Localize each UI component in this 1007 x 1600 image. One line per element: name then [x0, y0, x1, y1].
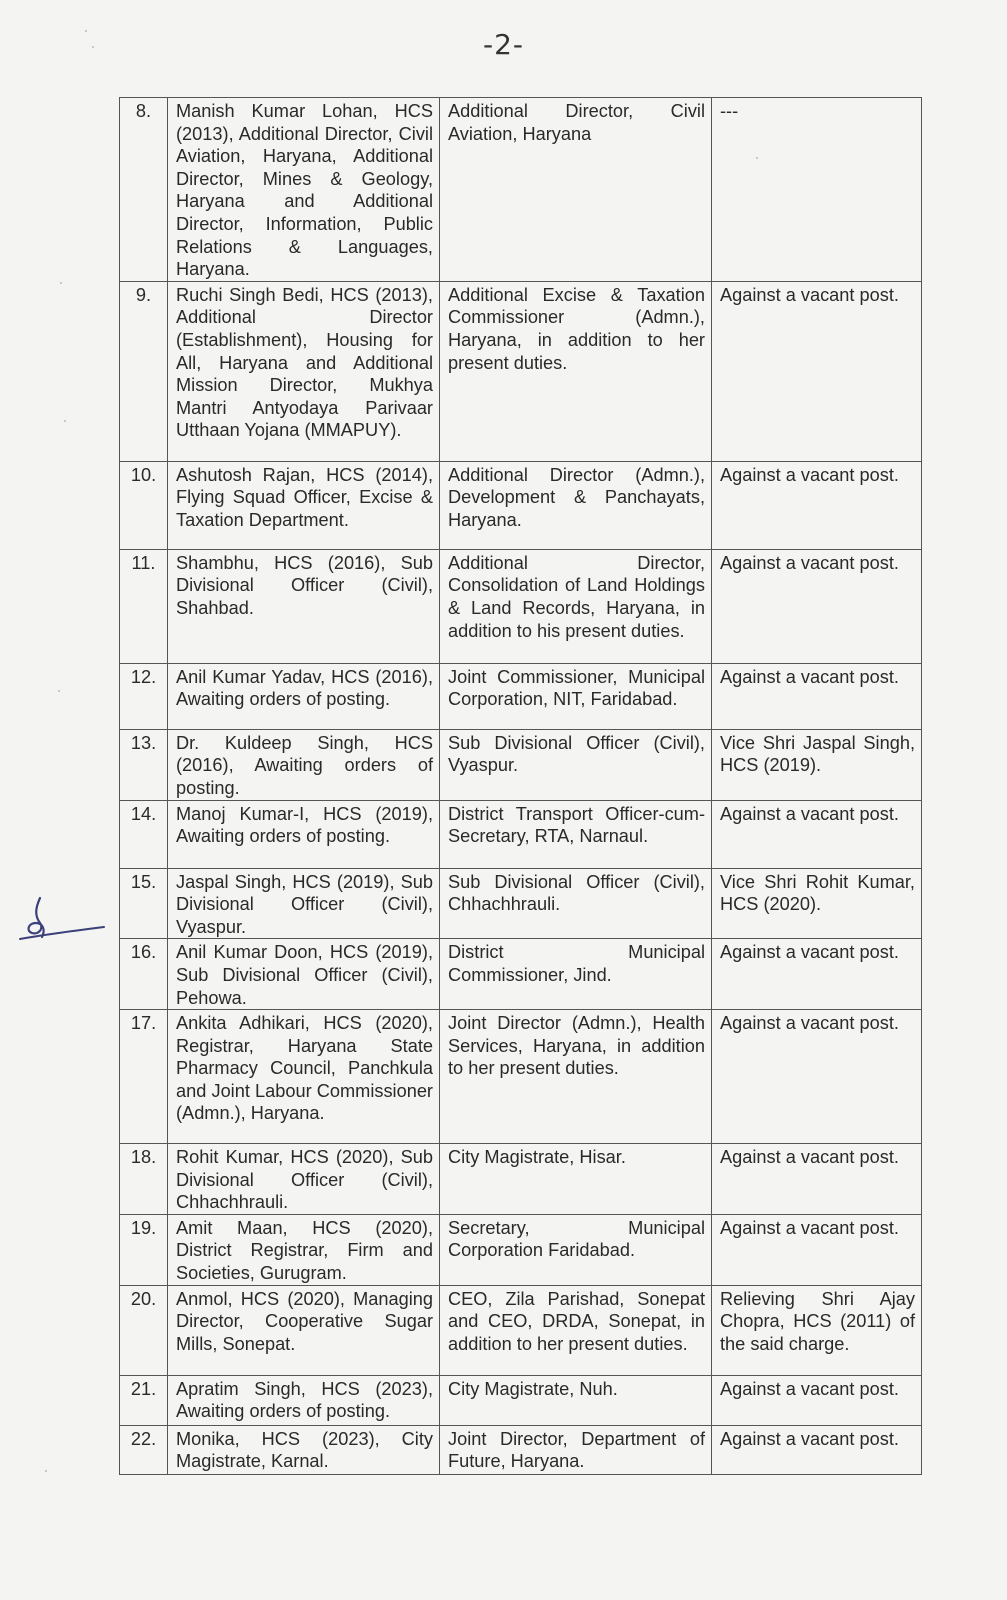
scan-speck: [85, 30, 87, 32]
remarks-cell: Against a vacant post.: [712, 663, 922, 729]
table-row: [120, 800, 922, 868]
remarks-cell: ---: [712, 98, 922, 282]
serial-number-cell: 21.: [120, 1375, 168, 1425]
officer-details-cell: Anil Kumar Doon, HCS (2019), Sub Divisional Officer (Civil), Pehowa.: [168, 939, 440, 1010]
scan-speck: [756, 157, 758, 159]
officer-details-cell: Jaspal Singh, HCS (2019), Sub Divisional Officer (Civil), Vyaspur.: [168, 868, 440, 939]
remarks-cell: Against a vacant post.: [712, 1010, 922, 1144]
officer-details-cell: Amit Maan, HCS (2020), District Registrar, Firm and Societies, Gurugram.: [168, 1214, 440, 1285]
table-row: [120, 868, 922, 939]
table-row: [120, 1214, 922, 1285]
serial-number-cell: 14.: [120, 800, 168, 868]
initials-mark: [12, 893, 112, 953]
serial-number-cell: 10.: [120, 461, 168, 549]
officer-details-cell: Manish Kumar Lohan, HCS (2013), Additional Director, Civil Aviation, Haryana, Additional Director, Mines & Geology, Haryana and Additional Director, Information, Public Relations & Languages, Haryana.: [168, 98, 440, 282]
new-posting-cell: Additional Excise & Taxation Commissioner (Admn.), Haryana, in addition to her present duties.: [440, 281, 712, 461]
serial-number-cell: 18.: [120, 1144, 168, 1215]
serial-number-cell: 16.: [120, 939, 168, 1010]
officer-details-cell: Anmol, HCS (2020), Managing Director, Cooperative Sugar Mills, Sonepat.: [168, 1285, 440, 1375]
table-row: [120, 98, 922, 282]
scan-speck: [58, 690, 60, 692]
serial-number-cell: 22.: [120, 1425, 168, 1474]
table-row: [120, 729, 922, 800]
serial-number-cell: 17.: [120, 1010, 168, 1144]
posting-table-body: [120, 98, 922, 1475]
new-posting-cell: Sub Divisional Officer (Civil), Chhachhrauli.: [440, 868, 712, 939]
new-posting-cell: Secretary, Municipal Corporation Faridabad.: [440, 1214, 712, 1285]
table-row: [120, 281, 922, 461]
officer-details-cell: Ankita Adhikari, HCS (2020), Registrar, Haryana State Pharmacy Council, Panchkula and Joint Labour Commissioner (Admn.), Haryana.: [168, 1010, 440, 1144]
officer-details-cell: Anil Kumar Yadav, HCS (2016), Awaiting orders of posting.: [168, 663, 440, 729]
new-posting-cell: Joint Commissioner, Municipal Corporation, NIT, Faridabad.: [440, 663, 712, 729]
serial-number-cell: 9.: [120, 281, 168, 461]
new-posting-cell: Additional Director (Admn.), Development & Panchayats, Haryana.: [440, 461, 712, 549]
remarks-cell: Against a vacant post.: [712, 800, 922, 868]
new-posting-cell: Additional Director, Civil Aviation, Haryana: [440, 98, 712, 282]
table-row: [120, 663, 922, 729]
serial-number-cell: 20.: [120, 1285, 168, 1375]
remarks-cell: Vice Shri Jaspal Singh, HCS (2019).: [712, 729, 922, 800]
officer-details-cell: Dr. Kuldeep Singh, HCS (2016), Awaiting orders of posting.: [168, 729, 440, 800]
remarks-cell: Relieving Shri Ajay Chopra, HCS (2011) of the said charge.: [712, 1285, 922, 1375]
serial-number-cell: 19.: [120, 1214, 168, 1285]
remarks-cell: Against a vacant post.: [712, 1214, 922, 1285]
officer-details-cell: Monika, HCS (2023), City Magistrate, Karnal.: [168, 1425, 440, 1474]
remarks-cell: Against a vacant post.: [712, 1425, 922, 1474]
remarks-cell: Against a vacant post.: [712, 549, 922, 663]
page-number: -2-: [482, 28, 525, 61]
table-row: [120, 1285, 922, 1375]
table-row: [120, 549, 922, 663]
new-posting-cell: Additional Director, Consolidation of Land Holdings & Land Records, Haryana, in addition to his present duties.: [440, 549, 712, 663]
table-row: [120, 1425, 922, 1474]
serial-number-cell: 15.: [120, 868, 168, 939]
table-row: [120, 939, 922, 1010]
remarks-cell: Against a vacant post.: [712, 1144, 922, 1215]
table-row: [120, 1010, 922, 1144]
table-row: [120, 1375, 922, 1425]
new-posting-cell: Joint Director, Department of Future, Haryana.: [440, 1425, 712, 1474]
scan-speck: [64, 420, 66, 422]
scan-speck: [92, 46, 94, 48]
posting-table: [119, 97, 922, 1475]
new-posting-cell: Sub Divisional Officer (Civil), Vyaspur.: [440, 729, 712, 800]
table-row: [120, 461, 922, 549]
remarks-cell: Vice Shri Rohit Kumar, HCS (2020).: [712, 868, 922, 939]
serial-number-cell: 12.: [120, 663, 168, 729]
remarks-cell: Against a vacant post.: [712, 939, 922, 1010]
new-posting-cell: City Magistrate, Nuh.: [440, 1375, 712, 1425]
officer-details-cell: Manoj Kumar-I, HCS (2019), Awaiting orders of posting.: [168, 800, 440, 868]
officer-details-cell: Rohit Kumar, HCS (2020), Sub Divisional Officer (Civil), Chhachhrauli.: [168, 1144, 440, 1215]
remarks-cell: Against a vacant post.: [712, 281, 922, 461]
new-posting-cell: CEO, Zila Parishad, Sonepat and CEO, DRDA, Sonepat, in addition to her present duties.: [440, 1285, 712, 1375]
scan-speck: [60, 282, 62, 284]
officer-details-cell: Apratim Singh, HCS (2023), Awaiting orders of posting.: [168, 1375, 440, 1425]
posting-table-container: [119, 97, 921, 1475]
officer-details-cell: Ashutosh Rajan, HCS (2014), Flying Squad Officer, Excise & Taxation Department.: [168, 461, 440, 549]
officer-details-cell: Ruchi Singh Bedi, HCS (2013), Additional Director (Establishment), Housing for All, Haryana and Additional Mission Director, Mukhya Mantri Antyodaya Parivaar Utthaan Yojana (MMAPUY).: [168, 281, 440, 461]
officer-details-cell: Shambhu, HCS (2016), Sub Divisional Officer (Civil), Shahbad.: [168, 549, 440, 663]
remarks-cell: Against a vacant post.: [712, 1375, 922, 1425]
new-posting-cell: District Transport Officer-cum-Secretary, RTA, Narnaul.: [440, 800, 712, 868]
new-posting-cell: Joint Director (Admn.), Health Services, Haryana, in addition to her present duties.: [440, 1010, 712, 1144]
new-posting-cell: District Municipal Commissioner, Jind.: [440, 939, 712, 1010]
remarks-cell: Against a vacant post.: [712, 461, 922, 549]
table-row: [120, 1144, 922, 1215]
serial-number-cell: 11.: [120, 549, 168, 663]
serial-number-cell: 13.: [120, 729, 168, 800]
new-posting-cell: City Magistrate, Hisar.: [440, 1144, 712, 1215]
scan-speck: [45, 1470, 47, 1472]
serial-number-cell: 8.: [120, 98, 168, 282]
